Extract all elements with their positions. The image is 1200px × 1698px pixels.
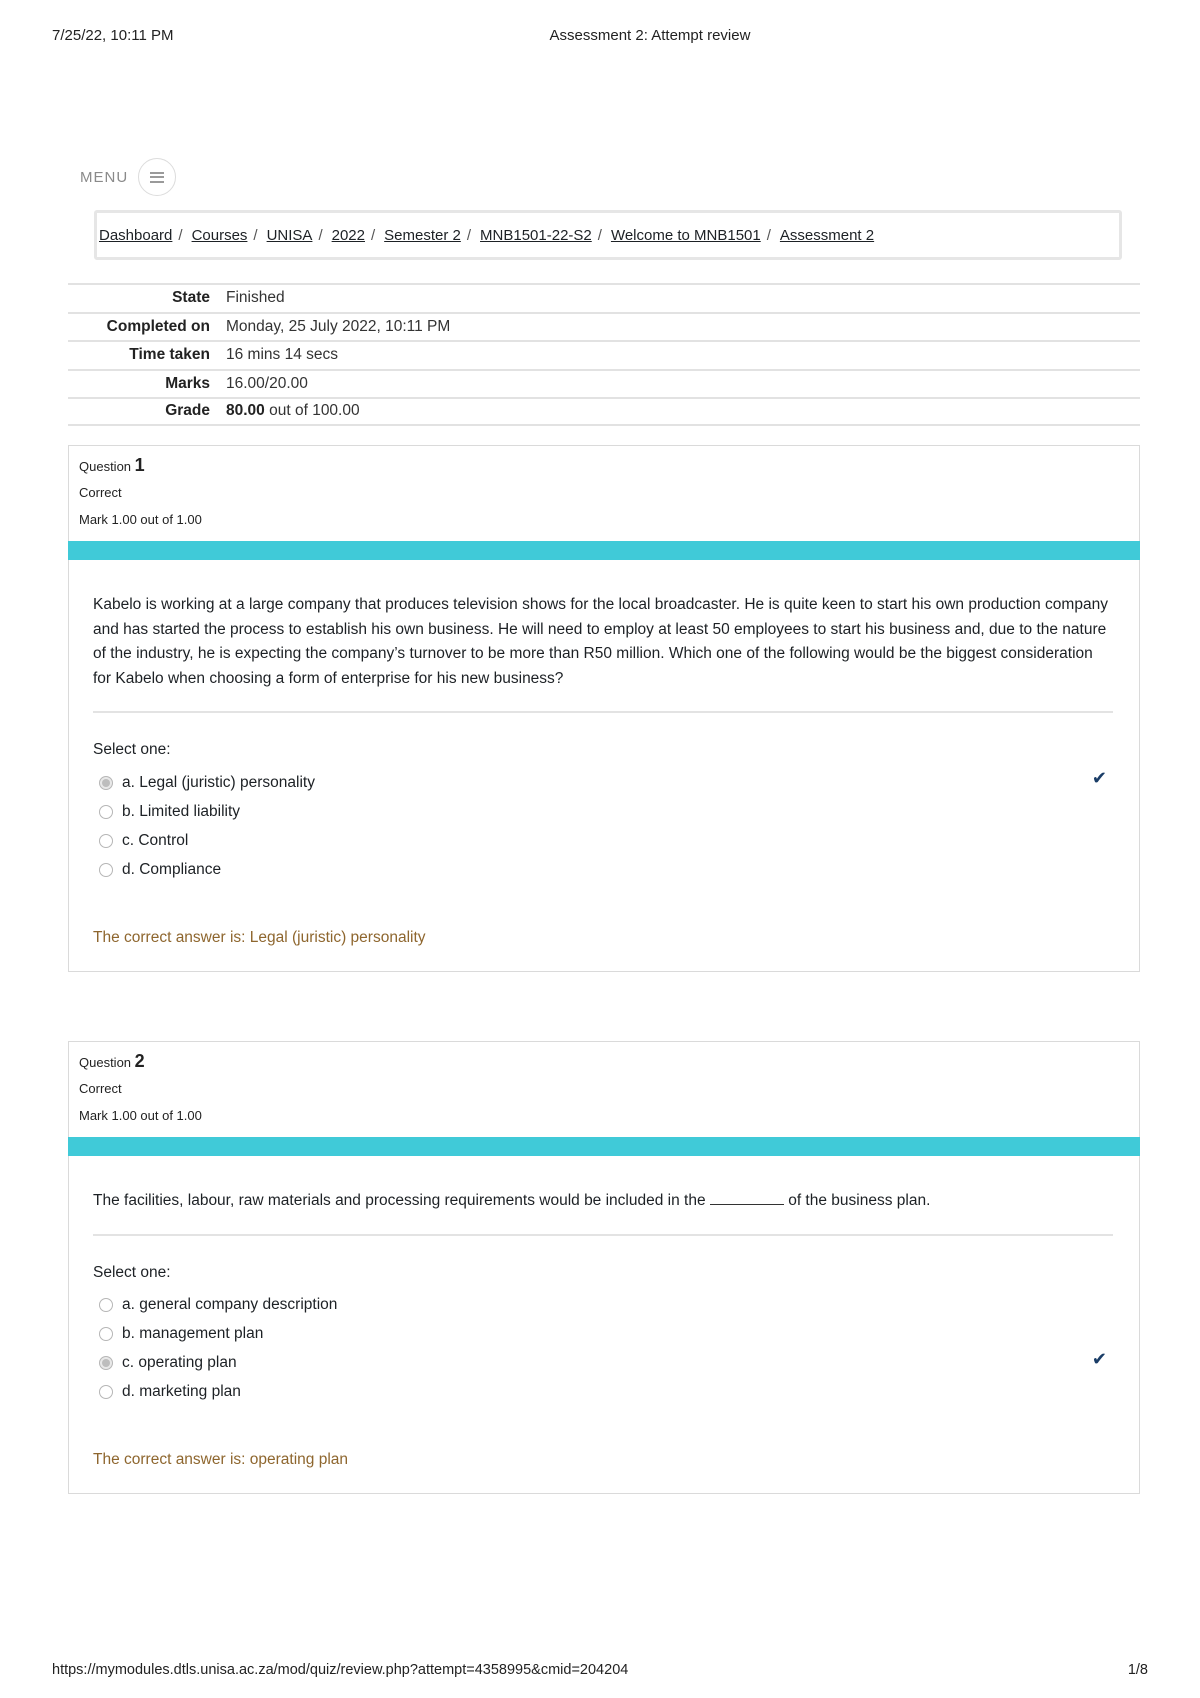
question-info	[69, 1042, 1139, 1137]
question-accent-bar	[68, 541, 1140, 560]
radio-icon[interactable]	[99, 805, 113, 819]
summary-row-completed	[68, 312, 1140, 341]
question-mark: Mark 1.00 out of 1.00	[79, 1108, 202, 1123]
radio-icon[interactable]	[99, 1327, 113, 1341]
breadcrumb-assessment[interactable]: Assessment 2	[779, 226, 875, 244]
summary-value	[226, 402, 360, 420]
correct-answer-feedback: The correct answer is: Legal (juristic) personality	[93, 929, 426, 946]
summary-value: 16 mins 14 secs	[226, 346, 338, 364]
question-text-before: The facilities, labour, raw materials and processing requirements would be included in the	[93, 1192, 706, 1209]
document-title: Assessment 2: Attempt review	[549, 27, 751, 44]
radio-icon[interactable]	[99, 1298, 113, 1312]
radio-icon[interactable]	[99, 863, 113, 877]
question-state: Correct	[79, 485, 122, 500]
option-label: a. Legal (juristic) personality	[122, 773, 315, 791]
breadcrumb-separator: /	[370, 226, 376, 244]
question-number	[79, 456, 1139, 474]
option-label: d. Compliance	[122, 860, 222, 878]
print-footer	[52, 1662, 1148, 1678]
correct-check-icon: ✔	[1091, 1348, 1107, 1369]
breadcrumb-unisa[interactable]: UNISA	[266, 226, 313, 244]
menu-label: MENU	[80, 168, 129, 186]
grade-suffix: out of 100.00	[269, 402, 360, 420]
answer-option[interactable]	[93, 1320, 1113, 1349]
breadcrumb-separator: /	[597, 226, 602, 244]
question-text-after: of the business plan.	[788, 1192, 931, 1209]
breadcrumb-separator: /	[253, 226, 258, 244]
answer-option[interactable]	[93, 1349, 1113, 1378]
breadcrumb-separator: /	[318, 226, 323, 244]
question-1	[68, 445, 1140, 972]
answer-option[interactable]	[93, 826, 1113, 855]
breadcrumb	[94, 210, 1122, 260]
attempt-summary-table	[68, 283, 1140, 426]
option-label: c. operating plan	[122, 1354, 237, 1371]
breadcrumb-semester[interactable]: Semester 2	[384, 226, 461, 244]
option-label: c. Control	[122, 831, 189, 849]
summary-value: Monday, 25 July 2022, 10:11 PM	[226, 317, 451, 335]
answer-option[interactable]	[93, 768, 1113, 797]
question-prefix: Question	[79, 459, 132, 474]
summary-label: Completed on	[106, 317, 210, 335]
select-one-label: Select one:	[93, 1263, 171, 1281]
summary-label: Marks	[165, 374, 210, 392]
question-number-value: 2	[134, 1051, 145, 1071]
summary-row-grade	[68, 397, 1140, 426]
question-body	[69, 560, 1139, 884]
question-number	[79, 1052, 1139, 1070]
print-header	[52, 27, 1148, 49]
fill-in-blank	[710, 1191, 784, 1205]
breadcrumb-year[interactable]: 2022	[331, 226, 365, 244]
breadcrumb-separator: /	[466, 226, 472, 244]
hamburger-icon	[150, 172, 164, 183]
summary-row-time	[68, 340, 1140, 369]
print-date: 7/25/22, 10:11 PM	[52, 27, 174, 44]
question-accent-bar	[68, 1137, 1140, 1156]
question-mark: Mark 1.00 out of 1.00	[79, 512, 202, 527]
correct-check-icon: ✔	[1091, 768, 1107, 788]
summary-row-state	[68, 283, 1140, 312]
correct-answer-feedback: The correct answer is: operating plan	[93, 1451, 349, 1468]
answer-option[interactable]	[93, 855, 1113, 884]
grade-value: 80.00	[226, 402, 265, 420]
summary-label: Grade	[165, 402, 210, 420]
summary-value: 16.00/20.00	[226, 374, 308, 392]
question-text	[93, 1156, 1113, 1236]
summary-label: State	[172, 289, 210, 307]
breadcrumb-separator: /	[766, 226, 771, 244]
question-prefix: Question	[79, 1055, 132, 1070]
option-label: d. marketing plan	[122, 1383, 241, 1400]
summary-value: Finished	[226, 289, 285, 307]
option-label: a. general company description	[122, 1296, 338, 1313]
answer-option[interactable]	[93, 1378, 1113, 1407]
answer-option[interactable]	[93, 1291, 1113, 1320]
menu-toggle[interactable]	[80, 158, 176, 196]
breadcrumb-course[interactable]: MNB1501-22-S2	[480, 226, 592, 244]
summary-row-marks	[68, 369, 1140, 398]
radio-icon[interactable]	[99, 1385, 113, 1399]
question-body	[69, 1156, 1139, 1407]
question-info	[69, 446, 1139, 541]
menu-button[interactable]	[138, 158, 176, 196]
select-one-label: Select one:	[93, 741, 171, 758]
page-number: 1/8	[1127, 1662, 1148, 1678]
summary-label: Time taken	[129, 346, 210, 364]
answer-option[interactable]	[93, 797, 1113, 826]
option-label: b. management plan	[122, 1325, 264, 1342]
radio-selected-icon[interactable]	[99, 1356, 113, 1370]
breadcrumb-welcome[interactable]: Welcome to MNB1501	[610, 226, 761, 244]
breadcrumb-dashboard[interactable]: Dashboard	[99, 226, 173, 244]
radio-selected-icon[interactable]	[99, 776, 113, 790]
breadcrumb-courses[interactable]: Courses	[191, 226, 248, 244]
breadcrumb-separator: /	[178, 226, 183, 244]
question-state: Correct	[79, 1081, 122, 1096]
page-url: https://mymodules.dtls.unisa.ac.za/mod/quiz/review.php?attempt=4358995&cmid=204204	[52, 1662, 629, 1678]
radio-icon[interactable]	[99, 834, 113, 848]
question-number-value: 1	[134, 455, 145, 475]
option-label: b. Limited liability	[122, 802, 241, 820]
question-text: Kabelo is working at a large company that produces television shows for the local broadcaster. He is quite keen to start his own production company and has started the process to establish his own business. He will need to employ at least 50 employees to start his business and, due to the nature of the industry, he is expecting the company’s turnover to be more than R50 million. Which one of the following would be the biggest consideration for Kabelo when choosing a form of enterprise for his new business?	[93, 560, 1113, 713]
question-2	[68, 1041, 1140, 1494]
